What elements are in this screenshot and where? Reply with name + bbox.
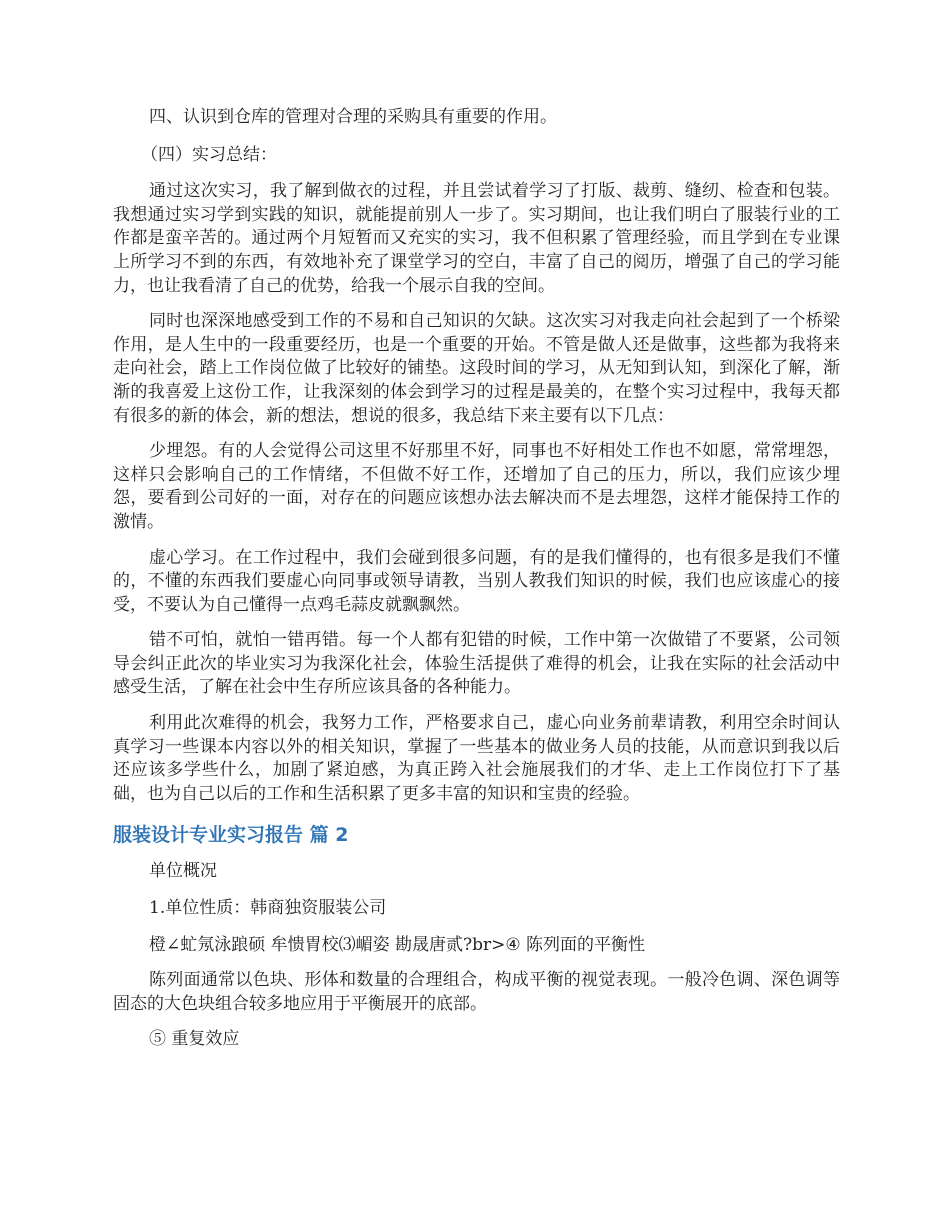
paragraph: 通过这次实习，我了解到做衣的过程，并且尝试着学习了打版、裁剪、缝纫、检查和包装。我想通过实习学到实践的知识，就能提前别人一步了。实习期间，也让我们明白了服装行业的工作都是蛮辛苦的。通过两个月短暂而又充实的实习，我不但积累了管理经验，而且学到在专业课上所学习不到的东西，有效地补充了课堂学习的空白，丰富了自己的阅历，增强了自己的学习能力，也让我看清了自己的优势，给我一个展示自我的空间。 <box>113 181 840 296</box>
paragraph: 橙∠虻氖泳踉硕 牟愦胃校⑶嵋姿 勘晟唐贰?br>④ 陈列面的平衡性 <box>149 934 646 955</box>
paragraph: 利用此次难得的机会，我努力工作，严格要求自己，虚心向业务前辈请教，利用空余时间认真学习一些课本内容以外的相关知识，掌握了一些基本的做业务人员的技能，从而意识到我以后还应该多学些什么，加剧了紧迫感，为真正跨入社会施展我们的才华、走上工作岗位打下了基础，也为自己以后的工作和生活积累了更多丰富的知识和宝贵的经验。 <box>113 713 840 804</box>
section-heading: 服装设计专业实习报告 篇 2 <box>113 824 349 847</box>
paragraph: 少埋怨。有的人会觉得公司这里不好那里不好，同事也不好相处工作也不如愿，常常埋怨，这样只会影响自己的工作情绪，不但做不好工作，还增加了自己的压力，所以，我们应该少埋怨，要看到公司好的一面，对存在的问题应该想办法去解决而不是去埋怨，这样才能保持工作的激情。 <box>113 441 840 532</box>
paragraph: ⑤ 重复效应 <box>149 1029 240 1050</box>
paragraph: 陈列面通常以色块、形体和数量的合理组合，构成平衡的视觉表现。一般冷色调、深色调等固态的大色块组合较多地应用于平衡展开的底部。 <box>113 970 840 1014</box>
paragraph: 1.单位性质：韩商独资服装公司 <box>149 898 387 919</box>
document-body <box>113 106 840 1052</box>
paragraph: 虚心学习。在工作过程中，我们会碰到很多问题，有的是我们懂得的，也有很多是我们不懂的，不懂的东西我们要虚心向同事或领导请教，当别人教我们知识的时候，我们也应该虚心的接受，不要认为自己懂得一点鸡毛蒜皮就飘飘然。 <box>113 547 840 615</box>
paragraph: 同时也深深地感受到工作的不易和自己知识的欠缺。这次实习对我走向社会起到了一个桥梁作用，是人生中的一段重要经历，也是一个重要的开始。不管是做人还是做事，这些都为我将来走向社会，踏上工作岗位做了比较好的铺垫。这段时间的学习，从无知到认知，到深化了解，渐渐的我喜爱上这份工作，让我深刻的体会到学习的过程是最美的，在整个实习过程中，我每天都有很多的新的体会，新的想法，想说的很多，我总结下来主要有以下几点： <box>113 311 840 426</box>
paragraph: 错不可怕，就怕一错再错。每一个人都有犯错的时候，工作中第一次做错了不要紧，公司领导会纠正此次的毕业实习为我深化社会，体验生活提供了难得的机会，让我在实际的社会活动中感受生活，了解在社会中生存所应该具备的各种能力。 <box>113 630 840 698</box>
paragraph: 四、认识到仓库的管理对合理的采购具有重要的作用。 <box>149 107 557 127</box>
paragraph: 单位概况 <box>149 861 217 882</box>
paragraph: （四）实习总结： <box>141 144 277 165</box>
